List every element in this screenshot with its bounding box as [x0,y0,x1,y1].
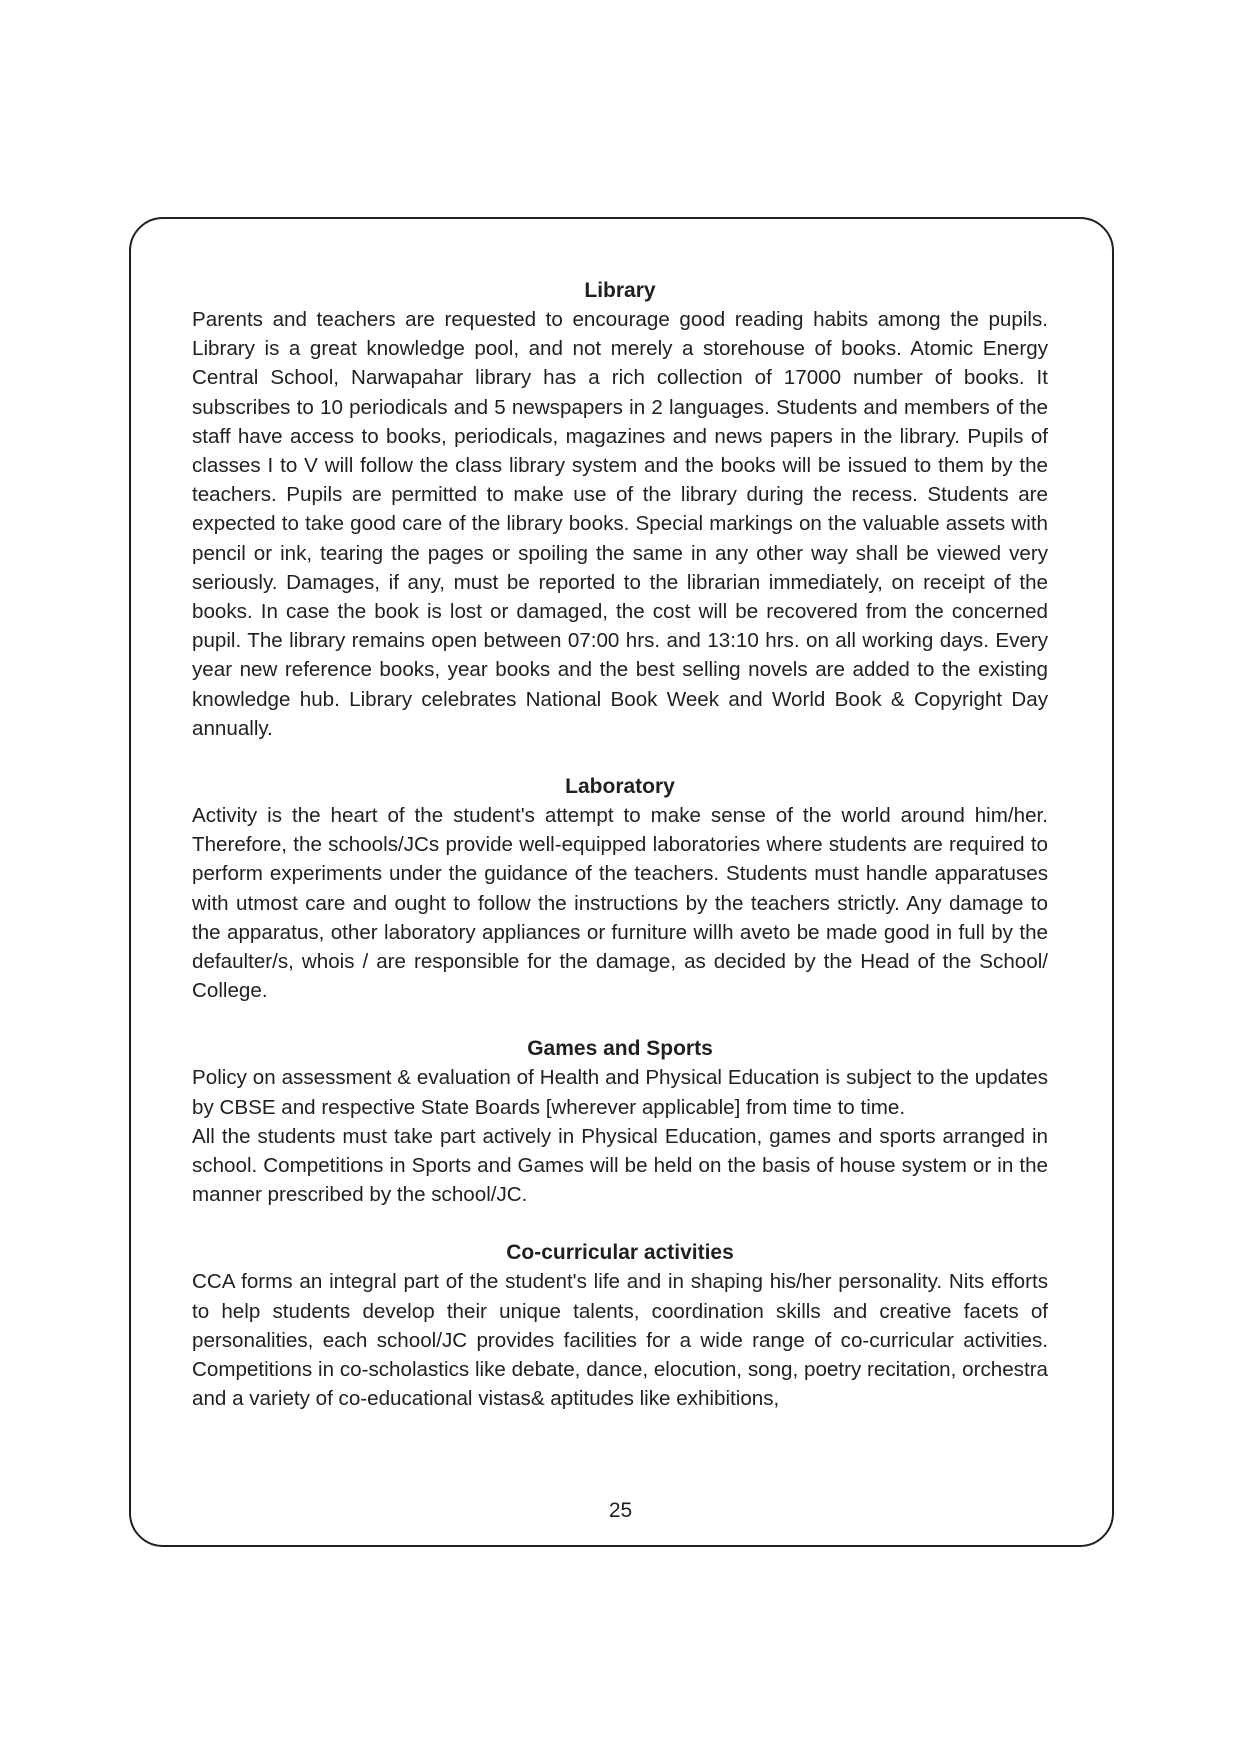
section-spacer [192,743,1048,772]
cca-heading: Co-curricular activities [506,1241,734,1265]
library-heading: Library [584,279,656,302]
games-paragraph-policy: Policy on assessment & evaluation of Health and Physical Education is subject to the updates by CBSE and respective State Boards [wherever applicable] from time to time. [192,1066,1048,1119]
section-spacer [192,1209,1048,1238]
library-paragraph: Parents and teachers are requested to encourage good reading habits among the pupils. Library is a great knowledge pool, and not merely a storehouse of books. Atomic Energy Central School, Narwapahar library has a rich collection of 17000 number of books. It subscribes to 10 periodicals and 5 newspapers in 2 languages. Students and members of the staff have access to books, periodicals, magazines and news papers in the library. Pupils of classes I to V will follow the class library system and the books will be issued to them by the teachers. Pupils are permitted to make use of the library during the recess. Students are expected to take good care of the library books. Special markings on the valuable assets with pencil or ink, tearing the pages or spoiling the same in any other way shall be viewed very seriously. Damages, if any, must be reported to the librarian immediately, on receipt of the books. In case the book is lost or damaged, the cost will be recovered from the concerned pupil. The library remains open between 07:00 hrs. and 13:10 hrs. on all working days. Every year new reference books, year books and the best selling novels are added to the existing knowledge hub. Library celebrates National Book Week and World Book & Copyright Day annually. [192,308,1048,740]
games-heading: Games and Sports [527,1037,713,1061]
laboratory-paragraph: Activity is the heart of the student's attempt to make sense of the world around him/her. Therefore, the schools/JCs provide well-equipped laboratories where students are required to perform experiments under the guidance of the teachers. Students must handle apparatuses with utmost care and ought to follow the instructions by the teachers strictly. Any damage to the apparatus, other laboratory appliances or furniture willh aveto be made good in full by the defaulter/s, whois / are responsible for the damage, as decided by the Head of the School/ College. [192,804,1048,1003]
cca-paragraph: CCA forms an integral part of the student's life and in shaping his/her personality. Nits efforts to help students develop their unique talents, coordination skills and creative facets of personalities, each school/JC provides facilities for a wide range of co-curricular activities. Competitions in co-scholastics like debate, dance, elocution, song, poetry recitation, orchestra and a variety of co-educational vistas& aptitudes like exhibitions, [192,1270,1048,1411]
games-paragraph-participation: All the students must take part actively in Physical Education, games and sports arranged in school. Competitions in Sports and Games will be held on the basis of house system or in the manner prescribed by the school/JC. [192,1124,1048,1207]
page-content [192,276,1048,1414]
section-spacer [192,1005,1048,1034]
page-number: 25 [608,1499,633,1522]
laboratory-heading: Laboratory [565,775,675,799]
